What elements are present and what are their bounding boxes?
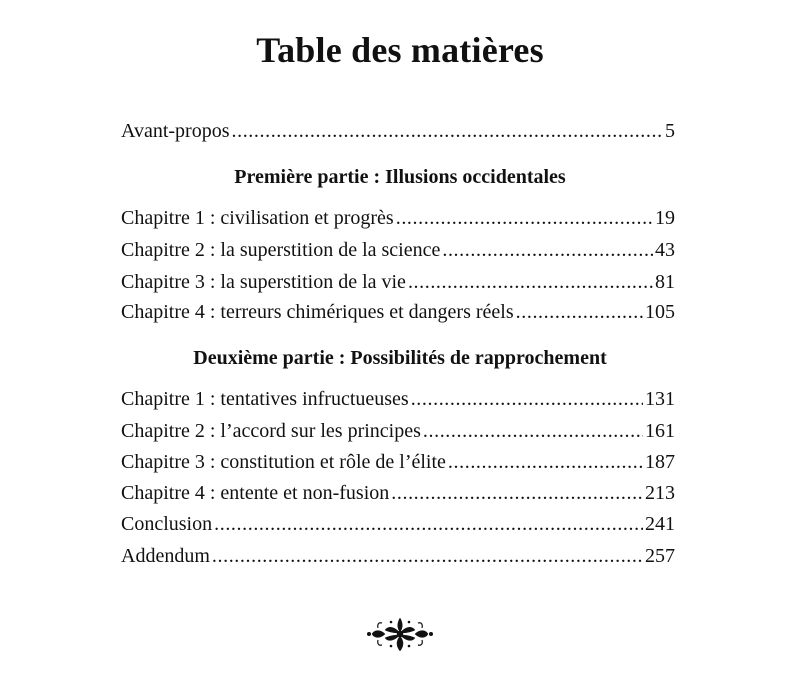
dot-leader xyxy=(232,118,664,144)
toc-entry-part2-chapter4 xyxy=(121,480,675,506)
dot-leader xyxy=(442,237,653,263)
toc-entry-label: Chapitre 1 : tentatives infructueuses xyxy=(121,388,409,410)
toc-page-number: 81 xyxy=(655,271,675,293)
toc-page-number: 43 xyxy=(655,239,675,261)
toc-entry-label: Chapitre 4 : terreurs chimériques et dangers réels xyxy=(121,301,514,323)
toc-page-number: 131 xyxy=(645,388,675,410)
toc-entry-part1-chapter1 xyxy=(121,205,675,231)
toc-entry-part2-chapter2 xyxy=(121,418,675,444)
toc-page-number: 105 xyxy=(645,301,675,323)
fleuron-ornament-icon xyxy=(366,614,434,654)
toc-entry-avant-propos xyxy=(121,118,675,144)
toc-page-number: 161 xyxy=(645,420,675,442)
toc-entry-label: Chapitre 3 : la superstition de la vie xyxy=(121,271,406,293)
toc-page-number: 19 xyxy=(655,207,675,229)
toc-page-number: 257 xyxy=(645,545,675,567)
toc-entry-label: Avant-propos xyxy=(121,120,230,142)
toc-entry-label: Chapitre 2 : l’accord sur les principes xyxy=(121,420,421,442)
dot-leader xyxy=(411,386,643,412)
dot-leader xyxy=(391,480,643,506)
toc-entry-conclusion xyxy=(121,511,675,537)
dot-leader xyxy=(408,269,653,295)
toc-entry-part1-chapter3 xyxy=(121,269,675,295)
dot-leader xyxy=(423,418,643,444)
page-title: Table des matières xyxy=(256,30,544,70)
toc-page-number: 5 xyxy=(665,120,675,142)
toc-entry-part2-chapter1 xyxy=(121,386,675,412)
toc-entry-addendum xyxy=(121,543,675,569)
toc-entry-part1-chapter2 xyxy=(121,237,675,263)
toc-entry-label: Chapitre 2 : la superstition de la science xyxy=(121,239,441,261)
toc-entry-label: Addendum xyxy=(121,545,210,567)
toc-page-number: 187 xyxy=(645,451,675,473)
dot-leader xyxy=(448,449,643,475)
dot-leader xyxy=(396,205,653,231)
toc-page-number: 241 xyxy=(645,513,675,535)
dot-leader xyxy=(214,511,643,537)
toc-entry-label: Chapitre 4 : entente et non-fusion xyxy=(121,482,390,504)
part-heading-1: Première partie : Illusions occidentales xyxy=(234,166,566,188)
toc-entry-label: Chapitre 1 : civilisation et progrès xyxy=(121,207,394,229)
part-heading-2: Deuxième partie : Possibilités de rapprochement xyxy=(193,347,607,369)
toc-entry-part2-chapter3 xyxy=(121,449,675,475)
toc-entry-part1-chapter4 xyxy=(121,299,675,325)
dot-leader xyxy=(516,299,643,325)
dot-leader xyxy=(212,543,643,569)
toc-page-number: 213 xyxy=(645,482,675,504)
toc-entry-label: Conclusion xyxy=(121,513,213,535)
toc-entry-label: Chapitre 3 : constitution et rôle de l’élite xyxy=(121,451,446,473)
